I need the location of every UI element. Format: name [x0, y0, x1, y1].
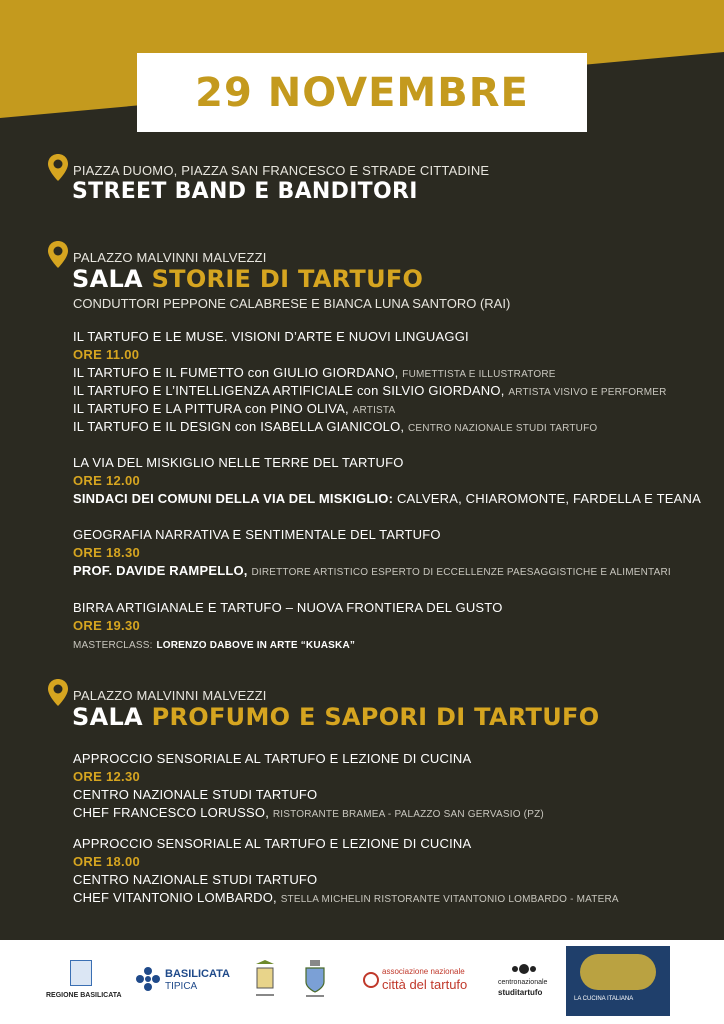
- citta-label: città del tartufo: [382, 977, 468, 992]
- citta-association-label: associazione nazionale: [382, 967, 465, 976]
- location-pin-icon: [47, 153, 69, 183]
- item-topic: IL TARTUFO E LA PITTURA: [73, 401, 242, 416]
- event-title: APPROCCIO SENSORIALE AL TARTUFO E LEZIONE DI CUCINA: [73, 836, 472, 851]
- item-name: ISABELLA GIANICOLO,: [260, 419, 405, 434]
- detail-bold: LORENZO DABOVE IN ARTE “KUASKA”: [156, 640, 356, 651]
- centro-studi-tartufo-logo: [498, 962, 554, 1002]
- detail-text: CALVERA, CHIAROMONTE, FARDELLA E TEANA: [396, 491, 701, 506]
- regione-label: REGIONE BASILICATA: [46, 992, 122, 999]
- dots-icon: [511, 962, 537, 976]
- date-banner: [137, 53, 587, 132]
- item-con: con: [244, 401, 267, 416]
- event-chef: [73, 805, 544, 820]
- item-role: ARTISTA VISIVO E PERFORMER: [508, 387, 667, 398]
- event-time: ORE 18.30: [73, 545, 141, 560]
- event-time: ORE 12.30: [73, 769, 141, 784]
- centro-label: centronazionale: [498, 979, 548, 986]
- provincia-crest-icon: [252, 958, 278, 1000]
- event-chef: [73, 890, 619, 905]
- cucina-italiana-panel: [566, 946, 670, 1016]
- storie-venue: PALAZZO MALVINNI MALVEZZI: [73, 250, 267, 265]
- profumo-venue: PALAZZO MALVINNI MALVEZZI: [73, 688, 267, 703]
- event-item: [73, 401, 395, 416]
- event-item: [73, 419, 597, 434]
- flower-icon: [135, 966, 161, 992]
- street-venue: PIAZZA DUOMO, PIAZZA SAN FRANCESCO E STRADE CITTADINE: [73, 163, 490, 178]
- event-item: [73, 383, 667, 398]
- storie-title-highlight: STORIE DI TARTUFO: [151, 265, 424, 293]
- item-topic: IL TARTUFO E IL FUMETTO: [73, 365, 244, 380]
- profumo-title-prefix: SALA: [72, 703, 143, 731]
- item-con: con: [356, 383, 379, 398]
- street-title: STREET BAND E BANDITORI: [72, 179, 418, 204]
- event-item: [73, 365, 556, 380]
- item-name: PINO OLIVA,: [270, 401, 349, 416]
- event-title: GEOGRAFIA NARRATIVA E SENTIMENTALE DEL TARTUFO: [73, 527, 441, 542]
- location-pin-icon: [47, 240, 69, 270]
- event-detail: [73, 491, 701, 506]
- detail-small: DIRETTORE ARTISTICO ESPERTO DI ECCELLENZE PAESAGGISTICHE E ALIMENTARI: [251, 567, 671, 578]
- sponsor-footer: [0, 940, 724, 1024]
- regione-basilicata-logo: [46, 960, 122, 999]
- storie-title-prefix: SALA: [72, 265, 143, 293]
- event-title: APPROCCIO SENSORIALE AL TARTUFO E LEZIONE DI CUCINA: [73, 751, 472, 766]
- chef-detail: STELLA MICHELIN RISTORANTE VITANTONIO LOMBARDO - MATERA: [280, 894, 619, 905]
- event-detail: [73, 563, 671, 578]
- chef-name: CHEF FRANCESCO LORUSSO,: [73, 805, 270, 820]
- truffle-icon: [362, 971, 380, 989]
- comune-crest-icon: [302, 958, 328, 1000]
- storie-title: [72, 265, 423, 293]
- studi-label: studitartufo: [498, 988, 543, 997]
- profumo-title: [72, 703, 599, 731]
- detail-bold: SINDACI DEI COMUNI DELLA VIA DEL MISKIGLIO:: [73, 491, 394, 506]
- cucina-italiana-label: LA CUCINA ITALIANA: [574, 996, 634, 1002]
- event-time: ORE 19.30: [73, 618, 141, 633]
- event-title: BIRRA ARTIGIANALE E TARTUFO – NUOVA FRONTIERA DEL GUSTO: [73, 600, 503, 615]
- event-title: IL TARTUFO E LE MUSE. VISIONI D’ARTE E NUOVI LINGUAGGI: [73, 329, 469, 344]
- profumo-title-highlight: PROFUMO E SAPORI DI TARTUFO: [151, 703, 600, 731]
- event-detail: [73, 636, 355, 651]
- detail-bold: PROF. DAVIDE RAMPELLO,: [73, 563, 248, 578]
- item-name: GIULIO GIORDANO,: [273, 365, 399, 380]
- item-topic: IL TARTUFO E IL DESIGN: [73, 419, 232, 434]
- item-role: FUMETTISTA E ILLUSTRATORE: [402, 369, 556, 380]
- event-time: ORE 12.00: [73, 473, 141, 488]
- item-name: SILVIO GIORDANO,: [382, 383, 505, 398]
- item-role: CENTRO NAZIONALE STUDI TARTUFO: [408, 423, 598, 434]
- event-time: ORE 18.00: [73, 854, 141, 869]
- storie-hosts: CONDUTTORI PEPPONE CALABRESE E BIANCA LUNA SANTORO (RAI): [73, 296, 511, 311]
- item-con: con: [247, 365, 270, 380]
- location-pin-icon: [47, 678, 69, 708]
- event-title: LA VIA DEL MISKIGLIO NELLE TERRE DEL TARTUFO: [73, 455, 404, 470]
- date-title: 29 NOVEMBRE: [195, 69, 529, 116]
- citta-del-tartufo-logo: [362, 967, 482, 997]
- item-topic: IL TARTUFO E L’INTELLIGENZA ARTIFICIALE: [73, 383, 354, 398]
- event-time: ORE 11.00: [73, 347, 140, 362]
- cucina-italiana-illustration: [580, 954, 656, 990]
- item-con: con: [234, 419, 257, 434]
- tipica-label: TIPICA: [165, 981, 198, 992]
- basilicata-label: BASILICATA: [165, 968, 230, 980]
- event-org: CENTRO NAZIONALE STUDI TARTUFO: [73, 787, 318, 802]
- chef-detail: RISTORANTE BRAMEA - PALAZZO SAN GERVASIO (PZ): [272, 809, 544, 820]
- detail-small: MASTERCLASS:: [73, 640, 153, 651]
- item-role: ARTISTA: [352, 405, 396, 416]
- chef-name: CHEF VITANTONIO LOMBARDO,: [73, 890, 277, 905]
- event-org: CENTRO NAZIONALE STUDI TARTUFO: [73, 872, 318, 887]
